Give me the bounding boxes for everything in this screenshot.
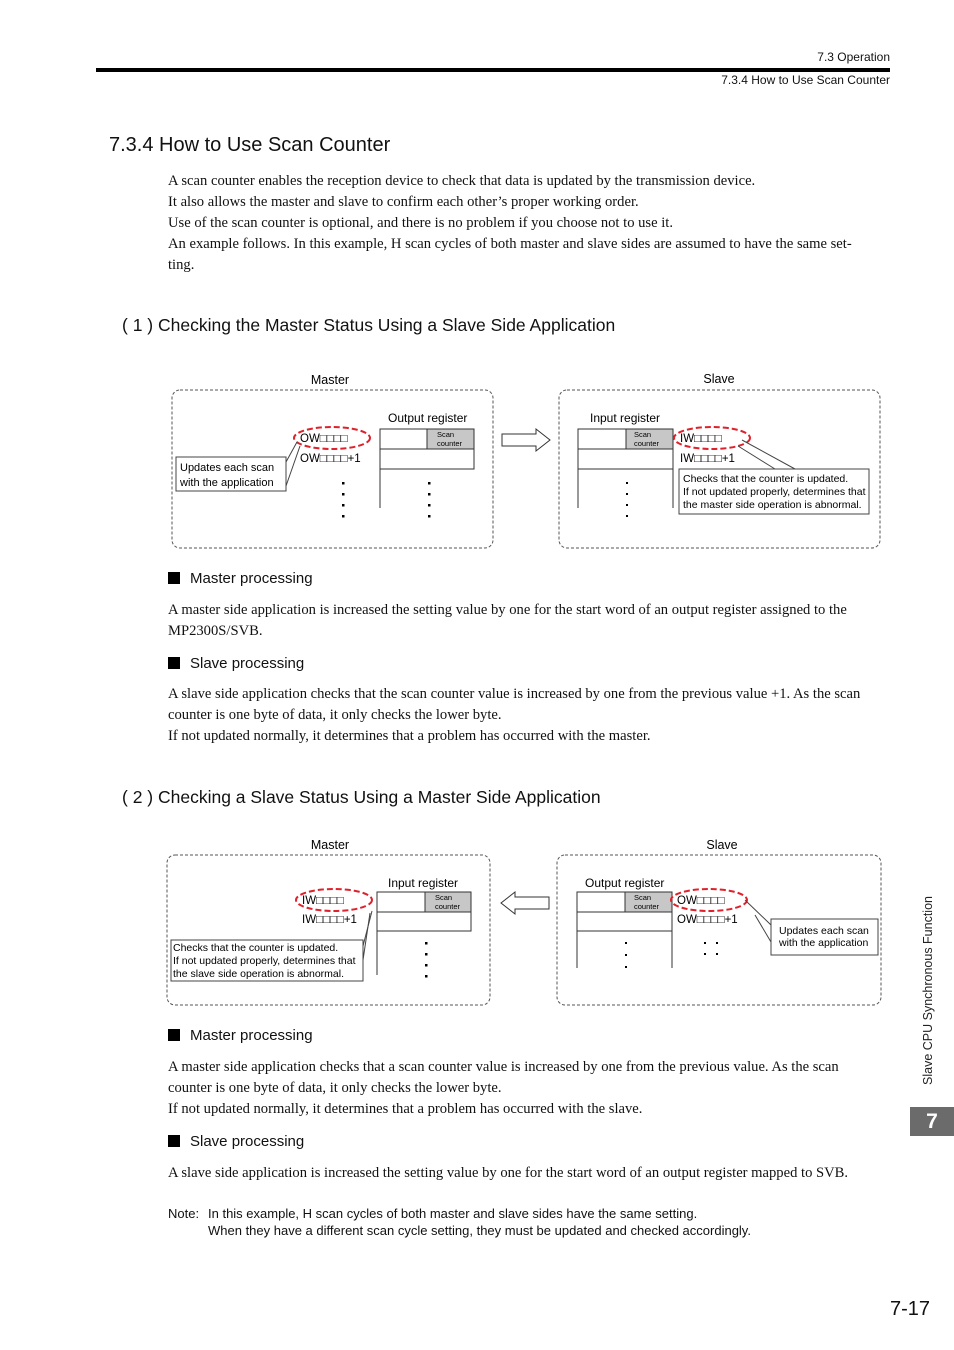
ow-start-word: OW□□□□ bbox=[300, 433, 348, 445]
subsection-2-heading: ( 2 ) Checking a Slave Status Using a Master Side Application bbox=[122, 787, 601, 807]
slave-processing-heading: Slave processing bbox=[168, 1133, 304, 1150]
ow-next-word: OW□□□□+1 bbox=[300, 453, 361, 465]
callout-line: Updates each scan bbox=[779, 925, 869, 937]
note-line: When they have a different scan cycle setting, they must be updated and checked accordingly. bbox=[208, 1223, 751, 1238]
bullet-square-icon bbox=[168, 1029, 180, 1041]
scan-label: Scan bbox=[437, 430, 455, 439]
bullet-square-icon bbox=[168, 1135, 180, 1147]
output-register-label: Output register bbox=[388, 411, 468, 425]
page-number: 7-17 bbox=[889, 1298, 930, 1320]
scan-label: Scan bbox=[634, 893, 652, 902]
diagram-slave-label: Slave bbox=[706, 838, 738, 852]
transfer-arrow-right bbox=[502, 429, 550, 451]
callout-leader bbox=[745, 900, 771, 925]
input-register-word1 bbox=[377, 912, 471, 931]
intro-line: It also allows the master and slave to confirm each other’s proper working order. bbox=[168, 194, 639, 210]
text-line: A master side application checks that a scan counter value is increased by one from the previous value. As the scan bbox=[168, 1059, 839, 1075]
text-line: counter is one byte of data, it only checks the lower byte. bbox=[168, 1080, 502, 1096]
bullet-square-icon bbox=[168, 657, 180, 669]
intro-paragraph bbox=[168, 171, 890, 276]
callout-line: Updates each scan bbox=[180, 462, 275, 474]
callout-leader bbox=[755, 915, 771, 942]
iw-next-word: IW□□□□+1 bbox=[680, 453, 735, 465]
intro-line: A scan counter enables the reception device to check that data is updated by the transmission device. bbox=[168, 173, 756, 189]
chapter-side-label: Slave CPU Synchronous Function bbox=[921, 896, 935, 1085]
intro-line: Use of the scan counter is optional, and there is no problem if you choose not to use it. bbox=[168, 215, 673, 231]
callout-leader bbox=[286, 446, 300, 486]
iw-start-word: IW□□□□ bbox=[302, 895, 344, 907]
scan-label: Scan bbox=[634, 430, 652, 439]
callout-line: Checks that the counter is updated. bbox=[683, 473, 849, 485]
continuation-dots bbox=[626, 482, 628, 517]
header-rule bbox=[96, 68, 890, 72]
master-processing-text bbox=[168, 1057, 890, 1120]
slave-processing-text bbox=[168, 684, 890, 747]
input-register-word1 bbox=[578, 449, 673, 469]
continuation-dots bbox=[342, 482, 431, 518]
callout-line: with the application bbox=[180, 477, 274, 489]
note-line: In this example, H scan cycles of both master and slave sides have the same setting. bbox=[208, 1206, 698, 1221]
callout-line: with the application bbox=[779, 937, 869, 949]
iw-next-word: IW□□□□+1 bbox=[302, 914, 357, 926]
text-line: A master side application is increased the setting value by one for the start word of an output register assigned to the bbox=[168, 602, 847, 618]
callout-line: the slave side operation is abnormal. bbox=[173, 968, 345, 980]
transfer-arrow-left bbox=[501, 892, 549, 914]
master-processing-heading: Master processing bbox=[168, 1027, 313, 1044]
callout-line: the master side operation is abnormal. bbox=[683, 499, 862, 511]
diagram-2 bbox=[0, 830, 954, 1015]
diagram-slave-label: Slave bbox=[703, 372, 735, 386]
diagram-1 bbox=[0, 360, 954, 560]
ow-next-word: OW□□□□+1 bbox=[677, 914, 738, 926]
chapter-tab: 7 bbox=[910, 1107, 954, 1136]
slave-processing-heading: Slave processing bbox=[168, 655, 304, 672]
output-register-word1 bbox=[380, 449, 474, 469]
counter-label: counter bbox=[435, 902, 461, 911]
diagram-master-label: Master bbox=[310, 373, 350, 387]
output-register-word1 bbox=[577, 912, 672, 931]
scan-label: Scan bbox=[435, 893, 453, 902]
callout-leader bbox=[738, 446, 775, 469]
callout-line: If not updated properly, determines that bbox=[683, 486, 866, 498]
output-register-label: Output register bbox=[585, 876, 665, 890]
intro-line: An example follows. In this example, H scan cycles of both master and slave sides are assumed to have the same set- bbox=[168, 236, 852, 252]
master-processing-text bbox=[168, 600, 890, 642]
text-line: counter is one byte of data, it only checks the lower byte. bbox=[168, 707, 502, 723]
counter-label: counter bbox=[634, 902, 660, 911]
callout-line: Checks that the counter is updated. bbox=[173, 942, 339, 954]
note-label: Note: bbox=[168, 1206, 200, 1221]
subsection-1-heading: ( 1 ) Checking the Master Status Using a Slave Side Application bbox=[122, 315, 616, 335]
ow-start-word: OW□□□□ bbox=[677, 895, 725, 907]
counter-label: counter bbox=[634, 439, 660, 448]
section-title: 7.3.4 How to Use Scan Counter bbox=[109, 134, 391, 156]
bullet-square-icon bbox=[168, 572, 180, 584]
diagram-master-label: Master bbox=[310, 838, 350, 852]
text-line: If not updated normally, it determines that a problem has occurred with the master. bbox=[168, 728, 651, 744]
header-subsection: 7.3.4 How to Use Scan Counter bbox=[721, 73, 890, 87]
text-line: If not updated normally, it determines that a problem has occurred with the slave. bbox=[168, 1101, 643, 1117]
input-register-label: Input register bbox=[590, 411, 661, 425]
text-line: A slave side application is increased the setting value by one for the start word of an output register mapped to SVB. bbox=[168, 1165, 849, 1181]
callout-leader bbox=[363, 913, 370, 960]
input-register-label: Input register bbox=[388, 876, 459, 890]
master-processing-heading: Master processing bbox=[168, 570, 313, 587]
slave-processing-text bbox=[168, 1163, 890, 1184]
counter-label: counter bbox=[437, 439, 463, 448]
continuation-dots bbox=[425, 942, 428, 978]
text-line: MP2300S/SVB. bbox=[168, 623, 263, 639]
header-section: 7.3 Operation bbox=[817, 50, 890, 64]
iw-start-word: IW□□□□ bbox=[680, 433, 722, 445]
intro-line: ting. bbox=[168, 257, 195, 273]
callout-line: If not updated properly, determines that bbox=[173, 955, 356, 967]
text-line: A slave side application checks that the scan counter value is increased by one from the previous value +1. As the scan bbox=[168, 686, 861, 702]
